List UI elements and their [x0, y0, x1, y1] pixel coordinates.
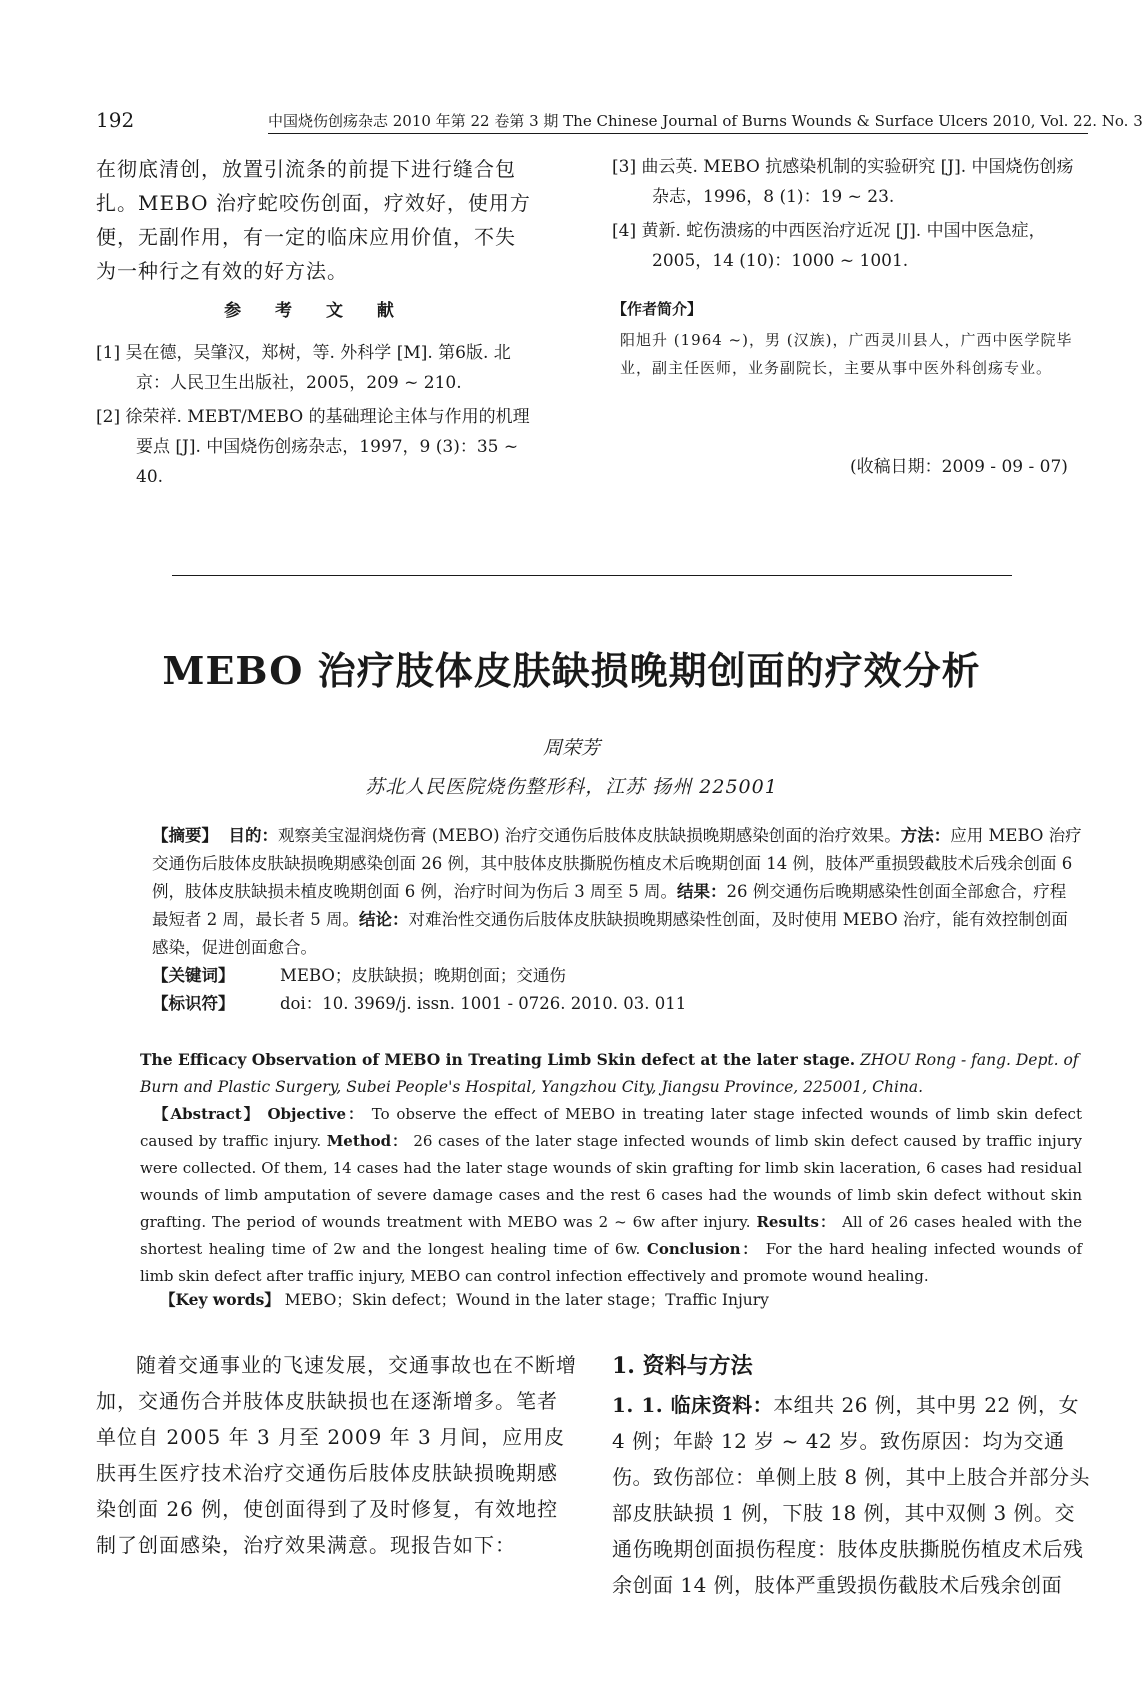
keywords-cn-row — [152, 962, 1082, 990]
header-rule — [268, 133, 1088, 134]
author-bio-heading: 【作者简介】 — [612, 300, 703, 318]
abstract-cn — [152, 822, 1082, 1018]
method-en-label: Method： — [326, 1132, 408, 1150]
conclusion-en-text: For the hard healing infected wounds of limb skin defect after traffic injury, MEBO can control infection effectively and promote wound healing. — [140, 1240, 1082, 1285]
objective-label: 目的： — [228, 826, 278, 845]
clinical-data-paragraph — [612, 1387, 1090, 1603]
reference-item: [2] 徐荣祥. MEBT/MEBO 的基础理论主体与作用的机理要点 [J]. 中国烧伤创疡杂志，1997，9 (3)：35 ~ 40. — [96, 407, 530, 487]
abstract-en-label: 【Abstract】 — [153, 1105, 261, 1123]
reference-item: [3] 曲云英. MEBO 抗感染机制的实验研究 [J]. 中国烧伤创疡杂志，1996，8 (1)：19 ~ 23. — [612, 157, 1074, 207]
identifier-label: 【标识符】 — [152, 994, 235, 1013]
intro-paragraph: 随着交通事业的飞速发展，交通事故也在不断增加，交通伤合并肢体皮肤缺损也在逐渐增多。笔者单位自 2005 年 3 月至 2009 年 3 月间，应用皮肤再生医疗技术治疗交通伤后肢体皮肤缺损晚期感染创面 26 例，使创面得到了及时修复，有效地控制了创面感染，治疗效果满意。现报告如下： — [96, 1353, 577, 1557]
article-affiliation: 苏北人民医院烧伤整形科，江苏 扬州 225001 — [365, 776, 778, 798]
references-left — [96, 338, 536, 496]
objective-en-label: Objective： — [267, 1105, 365, 1123]
references-heading: 参 考 文 献 — [224, 301, 408, 321]
method-text: 应用 MEBO 治疗交通伤后肢体皮肤缺损晚期感染创面 26 例，其中肢体皮肤撕脱伤植皮术后晚期创面 14 例，肢体严重损毁截肢术后残余创面 6 例，肢体皮肤缺损未植皮晚期创面 6 例，治疗时间为伤后 3 周至 5 周。 — [152, 826, 1082, 901]
author-bio: 阳旭升 (1964 ~)，男 (汉族)，广西灵川县人，广西中医学院毕业，副主任医师，业务副院长，主要从事中医外科创疡专业。 — [620, 331, 1073, 377]
keywords-cn: MEBO；皮肤缺损；晚期创面；交通伤 — [280, 966, 566, 985]
abstract-cn-label: 【摘要】 — [152, 826, 218, 845]
reference-item: [1] 吴在德，吴肇汉，郑树，等. 外科学 [M]. 第6版. 北京：人民卫生出版社，2005，209 ~ 210. — [96, 343, 511, 393]
running-head: 中国烧伤创疡杂志 2010 年第 22 卷第 3 期 The Chinese Journal of Burns Wounds & Surface Ulcers 2010, Vol. 22. No. 3 — [268, 112, 1143, 130]
conclusion-en-label: Conclusion： — [646, 1240, 760, 1258]
conclusion-text: 对难治性交通伤后肢体皮肤缺损晚期感染性创面，及时使用 MEBO 治疗，能有效控制创面感染，促进创面愈合。 — [152, 910, 1068, 957]
prev-closing-paragraph: 在彻底清创，放置引流条的前提下进行缝合包扎。MEBO 治疗蛇咬伤创面，疗效好，使用方便，无副作用，有一定的临床应用价值，不失为一种行之有效的好方法。 — [96, 157, 531, 283]
clinical-data-text: 本组共 26 例，其中男 22 例，女 4 例；年龄 12 岁 ~ 42 岁。致伤原因：均为交通伤。致伤部位：单侧上肢 8 例，其中上肢合并部分头部皮肤缺损 1 例，下肢 18 例，其中双侧 3 例。交通伤晚期创面损伤程度：肢体皮肤撕脱伤植皮术后残余创面 14 例，肢体严重毁损伤截肢术后残余创面 — [612, 1393, 1090, 1597]
objective-en-text: To observe the effect of MEBO in treating later stage infected wounds of limb skin defect caused by traffic injury. — [140, 1105, 1082, 1150]
article-title: MEBO 治疗肢体皮肤缺损晚期创面的疗效分析 — [162, 648, 981, 693]
result-text: 26 例交通伤后晚期感染性创面全部愈合，疗程最短者 2 周，最长者 5 周。 — [152, 882, 1067, 929]
abstract-en — [140, 1101, 1082, 1290]
english-author-affiliation: ZHOU Rong - fang. Dept. of Burn and Plastic Surgery, Subei People's Hospital, Yangzhou City, Jiangsu Province, 225001, China. — [140, 1051, 1079, 1096]
conclusion-label: 结论： — [358, 910, 409, 929]
english-title-block — [140, 1046, 1082, 1101]
methods-column — [612, 1347, 1090, 1603]
subsection-label: 1. 1. 临床资料： — [612, 1393, 774, 1417]
results-en-label: Results： — [756, 1213, 837, 1231]
method-en-text: 26 cases of the later stage infected wounds of limb skin defect caused by traffic injury were collected. Of them, 14 cases had the later stage wounds of skin grafting for limb skin laceration, 6 cases had residual wounds of limb amputation of severe damage cases and the rest 6 cases had the wounds of limb skin defect without skin grafting. The period of wounds treatment with MEBO was 2 ~ 6w after injury. — [140, 1132, 1082, 1231]
page-number: 192 — [96, 108, 135, 132]
section-heading: 1. 资料与方法 — [612, 1353, 753, 1379]
doi-identifier: doi：10. 3969/j. issn. 1001 - 0726. 2010. 03. 011 — [280, 994, 687, 1013]
keywords-cn-label: 【关键词】 — [152, 966, 235, 985]
keywords-en-row — [160, 1288, 769, 1310]
result-label: 结果： — [676, 882, 727, 901]
article-divider — [172, 575, 1012, 576]
method-label: 方法： — [900, 826, 951, 845]
reference-item: [4] 黄新. 蛇伤溃疡的中西医治疗近况 [J]. 中国中医急症，2005，14 (10)：1000 ~ 1001. — [612, 221, 1046, 271]
article-author: 周荣芳 — [542, 737, 600, 759]
abstract-cn-body — [152, 822, 1082, 962]
results-en-text: All of 26 cases healed with the shortest healing time of 2w and the longest healing time of 6w. — [140, 1213, 1082, 1258]
references-right — [612, 152, 1090, 280]
keywords-en: MEBO；Skin defect；Wound in the later stage；Traffic Injury — [284, 1291, 769, 1309]
received-date: (收稿日期：2009 - 09 - 07) — [850, 457, 1068, 477]
objective-text: 观察美宝湿润烧伤膏 (MEBO) 治疗交通伤后肢体皮肤缺损晚期感染创面的治疗效果。 — [278, 826, 901, 845]
identifier-row — [152, 990, 1082, 1018]
keywords-en-label: 【Key words】 — [160, 1290, 280, 1309]
english-title: The Efficacy Observation of MEBO in Treating Limb Skin defect at the later stage. — [140, 1050, 856, 1069]
